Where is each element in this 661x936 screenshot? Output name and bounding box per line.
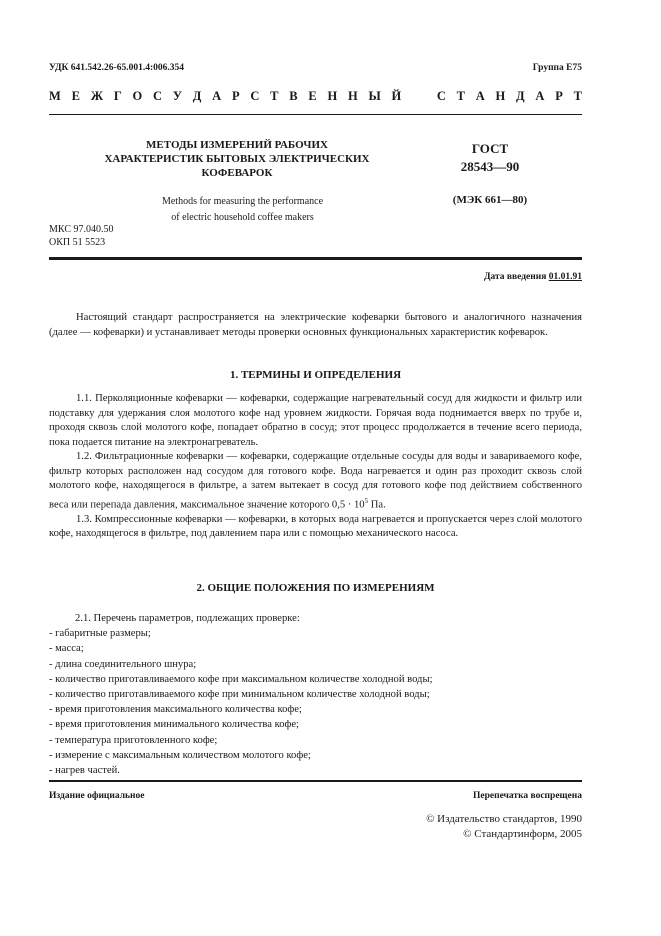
banner-letter: Н [348,89,358,103]
banner-letter: Р [231,89,240,103]
banner-letter: Т [456,89,465,103]
banner-letter: А [535,89,545,103]
list-item: - габаритные размеры; [49,628,151,640]
banner-letter: У [172,89,183,103]
banner-letter: Т [270,89,279,103]
copyright-line: © Издательство стандартов, 1990 [426,813,582,825]
list-item: 2.1. Перечень параметров, подлежащих проверке: [75,613,300,624]
banner-letter: А [212,89,222,103]
iec-reference: (МЭК 661—80) [452,194,528,206]
banner-letter: Ж [90,89,104,103]
list-item: - количество приготавливаемого кофе при минимальном количестве холодной воды; [49,689,430,701]
title-en-line: Methods for measuring the performance [161,196,324,207]
list-item: - измерение с максимальным количеством молотого кофе; [49,749,311,761]
banner-letter: Н [495,89,506,103]
banner-letter: А [475,89,485,103]
banner-letter: Е [308,89,317,103]
banner-letter: О [132,89,143,103]
intro-text: Настоящий стандарт распространяется на электрические кофеварки бытового и аналогичного назначения (далее — кофеварки) и устанавливает методы проверки основных функциональных характеристик кофеварок. [49,312,582,338]
banner-letter: Р [555,89,563,103]
header-rule-top [49,114,582,115]
clause-1-1: 1.1. Перколяционные кофеварки — кофеварки, содержащие нагревательный сосуд для жидкости и фильтр или подставку для удержания слоя молотого кофе над уровнем жидкости. Горячая вода поднимается вверх по трубе и, проходя сквозь слой молотого кофе, попадает обратно в сосуд; этот процесс продолжается в течение всего периода, пока подается питание на электронагреватель. [49,393,582,448]
list-item: - количество приготавливаемого кофе при максимальном количестве холодной воды; [49,673,433,685]
banner-letter: Т [573,89,582,103]
banner-letter: С [153,89,163,103]
banner-letter: Н [327,89,338,103]
list-item: - температура приготовленного кофе; [49,734,218,746]
banner-letter: С [436,89,446,103]
title-russian [72,138,402,180]
title-ru-line: ХАРАКТЕРИСТИК БЫТОВЫХ ЭЛЕКТРИЧЕСКИХ [104,153,370,165]
parameters-list [49,611,433,778]
introduction-date-label: Дата введения [483,272,547,282]
title-english [100,194,385,226]
banner-letter: Ы [368,89,381,103]
list-item: - время приготовления минимального количества кофе; [49,719,299,731]
classification-codes [49,223,113,249]
list-item: - масса; [49,643,84,655]
mks-code: МКС 97.040.50 [49,224,114,235]
introduction-date [484,272,582,282]
interstate-standard-banner [49,89,582,104]
list-item: - длина соединительного шнура; [49,658,197,670]
section-2-heading: 2. ОБЩИЕ ПОЛОЖЕНИЯ ПО ИЗМЕРЕНИЯМ [196,582,435,594]
gost-number: 28543—90 [460,159,520,174]
gost-label: ГОСТ [471,141,509,156]
footer-rule [49,780,582,782]
clause-1-2-unit: Па. [368,499,386,511]
reprint-prohibited: Перепечатка воспрещена [472,791,582,801]
intro-paragraph [49,311,582,340]
gost-designation [440,140,540,176]
copyright-line: © Стандартинформ, 2005 [463,827,582,840]
official-edition: Издание официальное [49,791,145,801]
banner-letter [412,89,426,104]
clause-1-3: 1.3. Компрессионные кофеварки — кофеварки, в которых вода нагревается и пропускается через слой молотого кофе, находящегося в фильтре, под давлением пара или с помощью механического насоса. [49,513,582,540]
banner-letter: С [250,89,260,103]
banner-letter: Е [71,89,80,103]
list-item: - нагрев частей. [49,765,120,777]
header-rule-bottom [49,257,582,260]
introduction-date-value: 01.01.91 [548,272,582,282]
banner-letter: Г [113,89,122,103]
banner-letter: В [289,89,298,103]
udk-code: УДК 641.542.26-65.001.4:006.354 [49,63,185,73]
okp-code: ОКП 51 5523 [49,237,106,248]
clause-1-2-text: 1.2. Фильтрационные кофеварки — кофеварки, содержащие отдельные сосуды для воды и завариваемого кофе, фильтр которых расположен над сосудом для готового кофе. Вода нагревается и один раз проходит сквозь слой молотого кофе, находящегося в фильтре, а затем вытекает в сосуд для готового кофе под действием собственного веса или перепада давления, максимальное значение которого 0,5 · 10 [49,451,582,511]
title-ru-line: КОФЕВАРОК [201,167,273,179]
banner-letter: М [49,89,61,103]
banner-letter: Д [516,89,525,103]
banner-letter: Й [391,89,402,103]
section-1-body [49,392,582,542]
section-1-heading: 1. ТЕРМИНЫ И ОПРЕДЕЛЕНИЯ [229,369,402,381]
clause-1-2-exponent: 5 [364,496,369,505]
copyright-block [426,812,582,841]
title-en-line: of electric household coffee makers [171,212,314,223]
clause-1-2 [49,450,582,513]
title-ru-line: МЕТОДЫ ИЗМЕРЕНИЙ РАБОЧИХ [146,139,328,151]
banner-letter: Д [192,89,202,103]
group-code: Группа Е75 [532,63,582,73]
list-item: - время приготовления максимального количества кофе; [49,704,302,716]
